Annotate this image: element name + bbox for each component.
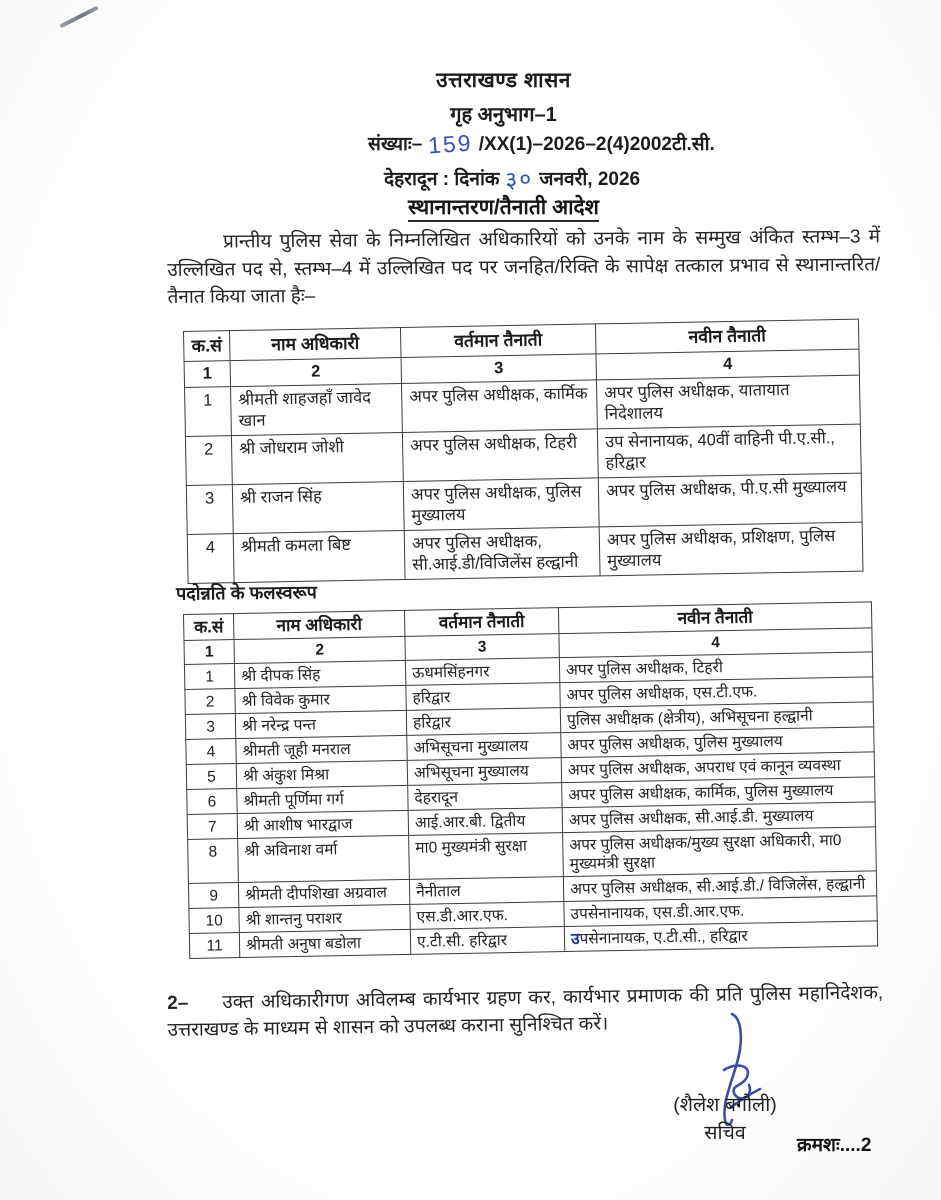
col-number: 2 — [234, 636, 405, 663]
table-cell: अपर पुलिस अधीक्षक/मुख्य सुरक्षा अधिकारी, मा0 मुख्यमंत्री सुरक्षा — [563, 827, 877, 877]
table-cell: उपसेनानायक, एस.डी.आर.एफ. — [564, 896, 877, 927]
table-cell: श्री आशीष भारद्वाज — [237, 810, 408, 838]
table-cell: 1 — [184, 664, 234, 690]
table-cell: पुलिस अधीक्षक (क्षेत्रीय), अभिसूचना हल्द्वानी — [560, 702, 873, 733]
table-cell: श्रीमती कमला बिष्ट — [233, 530, 405, 582]
table-cell: अपर पुलिस अधीक्षक, सी.आई.डी. मुख्यालय — [562, 802, 875, 833]
handwritten-day: ३० — [504, 165, 535, 193]
closing-paragraph-text: उक्त अधिकारीगण अविलम्ब कार्यभार ग्रहण कर, कार्यभार प्रमाणक की प्रति पुलिस महानिदेशक, उत्तराखण्ड के माध्यम से शासन को उपलब्ध कराना सुनिश्चित करें। — [167, 982, 884, 1041]
reference-number-line — [368, 129, 715, 159]
table-cell: अभिसूचना मुख्यालय — [407, 733, 561, 761]
col-header-officer-name: नाम अधिकारी — [230, 328, 402, 361]
table-cell: 10 — [189, 908, 239, 934]
table-cell: उपसेनानायक, ए.टी.सी., हरिद्वार — [564, 921, 877, 952]
closing-paragraph-number: 2– — [167, 992, 189, 1014]
table-cell: 4 — [186, 739, 236, 765]
government-name: उत्तराखण्ड शासन — [436, 69, 571, 92]
table-cell: मा0 मुख्यमंत्री सुरक्षा — [409, 833, 564, 880]
table-cell: 8 — [188, 839, 239, 884]
table-cell: हरिद्वार — [406, 683, 560, 711]
intro-paragraph: प्रान्तीय पुलिस सेवा के निम्नलिखित अधिकारियों को उनके नाम के सम्मुख अंकित स्तम्भ–3 में उल्लिखित पद से, स्तम्भ–4 में उल्लिखित पद पर जनहित/रिक्ति के सापेक्ष तत्काल प्रभाव से स्थानान्तरित/तैनात किया जाता हैः– — [167, 226, 881, 308]
col-number: 3 — [401, 354, 596, 384]
table-cell: ऊधमसिंहनगर — [405, 658, 559, 686]
table-cell: श्री नरेन्द्र पन्त — [235, 710, 406, 738]
table-cell: ए.टी.सी. हरिद्वार — [410, 927, 564, 955]
table-cell: 3 — [186, 485, 233, 535]
table-cell: अपर पुलिस अधीक्षक, टिहरी — [402, 429, 598, 482]
table-cell: 1 — [185, 387, 232, 437]
table-cell: श्रीमती शाहजहाँ जावेद खान — [231, 384, 403, 436]
table-cell: 11 — [189, 933, 239, 959]
promotion-table — [183, 601, 878, 959]
dateline-prefix: देहरादून : दिनांक — [384, 169, 500, 190]
table-cell: 3 — [185, 714, 235, 740]
signatory-name: (शैलेश बगौली) — [673, 1094, 777, 1116]
table-cell: श्री जोधराम जोशी — [231, 432, 403, 484]
table-cell: नैनीताल — [409, 877, 563, 905]
col-header-current-posting: वर्तमान तैनाती — [404, 608, 558, 637]
ref-rest: /XX(1)–2026–2(4)2002टी.सी. — [478, 134, 715, 155]
col-header-current-posting: वर्तमान तैनाती — [400, 324, 596, 358]
table-cell: आई.आर.बी. द्वितीय — [408, 808, 562, 836]
table-cell: श्रीमती अनुषा बडोला — [239, 929, 410, 957]
table-cell: उप सेनानायक, 40वीं वाहिनी पी.ए.सी., हरिद्वार — [597, 424, 861, 478]
col-number: 1 — [184, 361, 230, 388]
table-cell: 2 — [185, 689, 235, 715]
order-title: स्थानान्तरण/तैनाती आदेश — [66, 193, 941, 221]
table-cell: श्री शान्तनु पराशर — [239, 904, 410, 932]
table-cell: 4 — [187, 534, 234, 584]
table-cell: अपर पुलिस अधीक्षक, सी.आई.डी/विजिलेंस हल्द्वानी — [404, 527, 600, 580]
col-number: 1 — [184, 640, 234, 665]
table-cell: देहरादून — [408, 783, 562, 811]
table-cell: एस.डी.आर.एफ. — [410, 902, 564, 930]
col-header-serial: क.सं — [184, 331, 231, 362]
handwritten-ref-number: 159 — [427, 129, 474, 159]
table-cell: 7 — [187, 814, 237, 840]
continuation-marker: क्रमशः....2 — [797, 1135, 872, 1156]
table-cell: अपर पुलिस अधीक्षक, अपराध एवं कानून व्यवस्था — [561, 752, 874, 783]
table-cell: अपर पुलिस अधीक्षक, कार्मिक, पुलिस मुख्यालय — [562, 777, 875, 808]
table-cell: श्री विवेक कुमार — [235, 685, 406, 713]
dateline-rest: जनवरी, 2026 — [539, 169, 641, 190]
col-header-new-posting: नवीन तैनाती — [595, 319, 859, 354]
col-header-officer-name: नाम अधिकारी — [234, 610, 405, 639]
table-cell: अपर पुलिस अधीक्षक, टिहरी — [559, 652, 872, 683]
table-cell: 9 — [188, 883, 238, 909]
table-cell: श्रीमती जूही मनराल — [236, 735, 407, 763]
table-cell: 2 — [185, 436, 232, 486]
col-number: 4 — [559, 628, 872, 658]
table-cell: श्री अविनाश वर्मा — [238, 835, 410, 882]
table-cell: श्री राजन सिंह — [232, 481, 404, 533]
table-cell: श्रीमती दीपशिखा अग्रवाल — [238, 879, 409, 907]
col-number: 4 — [596, 349, 859, 380]
staple-mark — [59, 6, 98, 29]
promotion-table-body — [184, 652, 877, 959]
col-header-serial: क.सं — [184, 614, 234, 641]
table-cell: अपर पुलिस अधीक्षक, पी.ए.सी मुख्यालय — [598, 473, 862, 527]
table-cell: 6 — [187, 789, 237, 815]
table-cell: 5 — [186, 764, 236, 790]
table-cell: अपर पुलिस अधीक्षक, कार्मिक — [401, 380, 597, 433]
col-number: 3 — [405, 634, 559, 661]
table-cell: श्रीमती पूर्णिमा गर्ग — [237, 785, 408, 813]
table-cell: हरिद्वार — [406, 708, 560, 736]
table-cell: अपर पुलिस अधीक्षक, प्रशिक्षण, पुलिस मुख्यालय — [599, 522, 863, 576]
table-cell: श्री अंकुश मिश्रा — [236, 760, 407, 788]
table-cell: अपर पुलिस अधीक्षक, पुलिस मुख्यालय — [403, 478, 599, 531]
signatory-designation: सचिव — [704, 1122, 746, 1144]
document-header — [66, 66, 941, 127]
table-cell: अपर पुलिस अधीक्षक, एस.टी.एफ. — [560, 677, 873, 708]
table-cell: अभिसूचना मुख्यालय — [407, 758, 561, 786]
col-header-new-posting: नवीन तैनाती — [558, 602, 871, 634]
transfer-table — [183, 319, 864, 584]
table-cell: श्री दीपक सिंह — [234, 660, 405, 688]
table-cell: अपर पुलिस अधीक्षक, यातायात निदेशालय — [596, 375, 860, 429]
department-name: गृह अनुभाग–1 — [450, 104, 557, 126]
transfer-table-body — [185, 375, 863, 583]
place-date-line — [384, 160, 640, 192]
table-cell: अपर पुलिस अधीक्षक, सी.आई.डी./ विजिलेंस, हल्द्वानी — [563, 871, 876, 902]
table-cell: अपर पुलिस अधीक्षक, पुलिस मुख्यालय — [561, 727, 874, 758]
col-number: 2 — [230, 358, 401, 387]
ref-label: संख्याः– — [368, 134, 423, 155]
promotion-section-heading: पदोन्नति के फलस्वरूप — [175, 582, 317, 604]
